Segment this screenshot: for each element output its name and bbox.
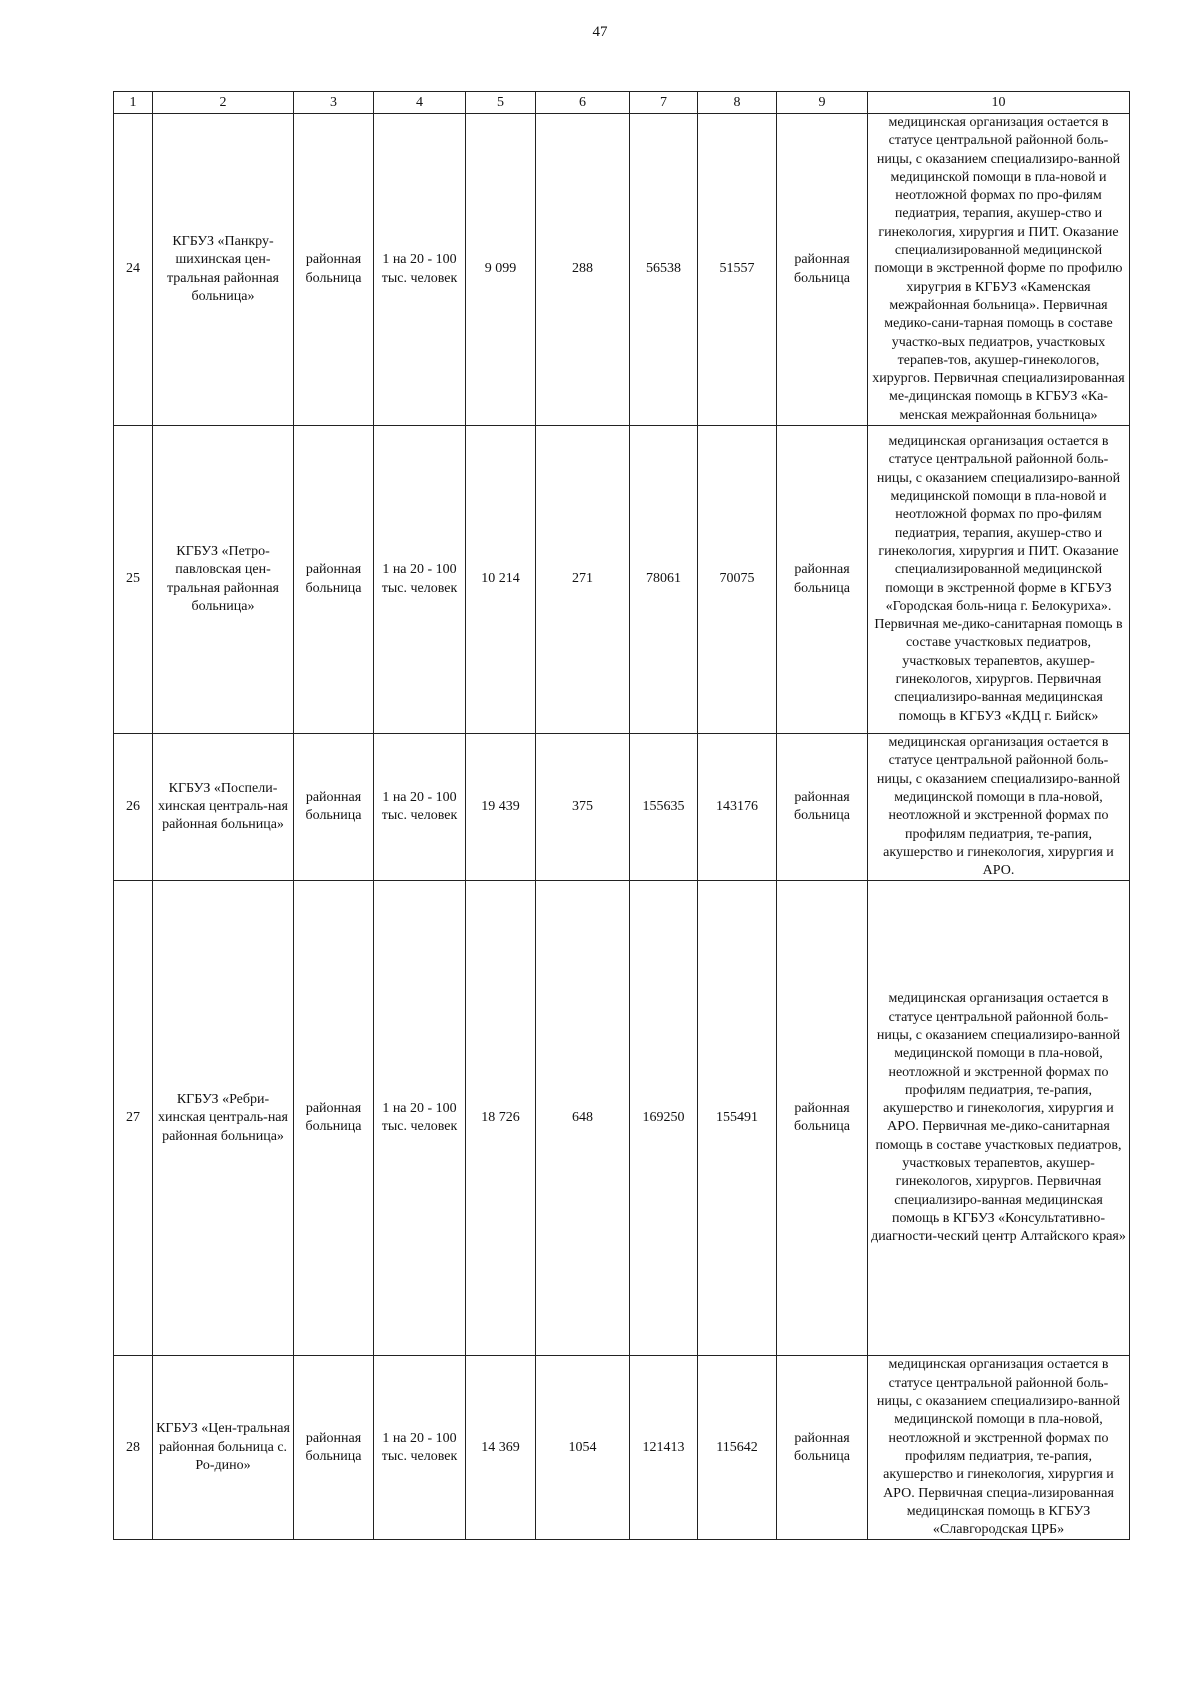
col9-cell: районная больница bbox=[777, 1356, 868, 1540]
organization-name-cell: КГБУЗ «Поспели-хинская централь-ная районная больница» bbox=[153, 734, 294, 881]
col6-cell: 271 bbox=[536, 426, 630, 734]
organization-name-cell: КГБУЗ «Ребри-хинская централь-ная районная больница» bbox=[153, 881, 294, 1356]
description-cell: медицинская организация остается в статусе центральной районной боль-ницы, с оказанием специализиро-ванной медицинской помощи в пла-новой и неотложной формах по про-филям педиатрия, терапия, акушер-ство и гинекология, хирургия и ПИТ. Оказание специализированной медицинской помощи в экстренной форме по профилю хиругрия в КГБУЗ «Каменская межрайонная больница». Первичная медико-сани-тарная помощь в составе участко-вых педиатров, участковых терапев-тов, акушер-гинекологов, хирургов. Первичная специализированная ме-дицинская помощь в КГБУЗ «Ка-менская межрайонная больница» bbox=[868, 114, 1130, 426]
header-cell: 5 bbox=[466, 92, 536, 114]
organization-type-cell: районная больница bbox=[294, 114, 374, 426]
col8-cell: 115642 bbox=[698, 1356, 777, 1540]
col8-cell: 143176 bbox=[698, 734, 777, 881]
col5-cell: 19 439 bbox=[466, 734, 536, 881]
header-row bbox=[114, 92, 1130, 114]
header-cell: 2 bbox=[153, 92, 294, 114]
header-cell: 6 bbox=[536, 92, 630, 114]
col6-cell: 1054 bbox=[536, 1356, 630, 1540]
organization-type-cell: районная больница bbox=[294, 426, 374, 734]
row-number-cell: 27 bbox=[114, 881, 153, 1356]
header-cell: 10 bbox=[868, 92, 1130, 114]
organization-name-cell: КГБУЗ «Цен-тральная районная больница с. Ро-дино» bbox=[153, 1356, 294, 1540]
header-cell: 7 bbox=[630, 92, 698, 114]
description-cell: медицинская организация остается в статусе центральной районной боль-ницы, с оказанием специализиро-ванной медицинской помощи в пла-новой, неотложной и экстренной формах по профилям педиатрия, те-рапия, акушерство и гинекология, хирургия и АРО. Первичная ме-дико-санитарная помощь в составе участковых педиатров, участковых терапевтов, акушер-гинекологов, хирургов. Первичная специализиро-ванная медицинская помощь в КГБУЗ «Консультативно-диагности-ческий центр Алтайского края» bbox=[868, 881, 1130, 1356]
description-cell: медицинская организация остается в статусе центральной районной боль-ницы, с оказанием специализиро-ванной медицинской помощи в пла-новой, неотложной и экстренной формах по профилям педиатрия, те-рапия, акушерство и гинекология, хирургия и АРО. Первичная специа-лизированная медицинская помощь в КГБУЗ «Славгородская ЦРБ» bbox=[868, 1356, 1130, 1540]
ratio-cell: 1 на 20 - 100 тыс. человек bbox=[374, 426, 466, 734]
organization-type-cell: районная больница bbox=[294, 881, 374, 1356]
organization-name-cell: КГБУЗ «Панкру-шихинская цен-тральная районная больница» bbox=[153, 114, 294, 426]
col6-cell: 648 bbox=[536, 881, 630, 1356]
col5-cell: 18 726 bbox=[466, 881, 536, 1356]
table-row bbox=[114, 1356, 1130, 1540]
description-cell: медицинская организация остается в статусе центральной районной боль-ницы, с оказанием специализиро-ванной медицинской помощи в пла-новой, неотложной и экстренной формах по профилям педиатрия, те-рапия, акушерство и гинекология, хирургия и АРО. bbox=[868, 734, 1130, 881]
table-row bbox=[114, 426, 1130, 734]
row-number-cell: 28 bbox=[114, 1356, 153, 1540]
col7-cell: 169250 bbox=[630, 881, 698, 1356]
ratio-cell: 1 на 20 - 100 тыс. человек bbox=[374, 114, 466, 426]
col7-cell: 78061 bbox=[630, 426, 698, 734]
header-cell: 4 bbox=[374, 92, 466, 114]
page-number: 47 bbox=[592, 24, 608, 40]
table-row bbox=[114, 734, 1130, 881]
col5-cell: 14 369 bbox=[466, 1356, 536, 1540]
col5-cell: 10 214 bbox=[466, 426, 536, 734]
col7-cell: 121413 bbox=[630, 1356, 698, 1540]
col6-cell: 375 bbox=[536, 734, 630, 881]
header-cell: 1 bbox=[114, 92, 153, 114]
organization-name-cell: КГБУЗ «Петро-павловская цен-тральная районная больница» bbox=[153, 426, 294, 734]
ratio-cell: 1 на 20 - 100 тыс. человек bbox=[374, 881, 466, 1356]
ratio-cell: 1 на 20 - 100 тыс. человек bbox=[374, 1356, 466, 1540]
col8-cell: 155491 bbox=[698, 881, 777, 1356]
col6-cell: 288 bbox=[536, 114, 630, 426]
header-cell: 8 bbox=[698, 92, 777, 114]
col5-cell: 9 099 bbox=[466, 114, 536, 426]
col8-cell: 70075 bbox=[698, 426, 777, 734]
col8-cell: 51557 bbox=[698, 114, 777, 426]
header-cell: 3 bbox=[294, 92, 374, 114]
row-number-cell: 25 bbox=[114, 426, 153, 734]
table-row bbox=[114, 881, 1130, 1356]
col9-cell: районная больница bbox=[777, 114, 868, 426]
data-table bbox=[113, 91, 1130, 1540]
header-cell: 9 bbox=[777, 92, 868, 114]
col9-cell: районная больница bbox=[777, 734, 868, 881]
organization-type-cell: районная больница bbox=[294, 734, 374, 881]
col9-cell: районная больница bbox=[777, 426, 868, 734]
description-cell: медицинская организация остается в статусе центральной районной боль-ницы, с оказанием специализиро-ванной медицинской помощи в пла-новой и неотложной формах по про-филям педиатрия, терапия, акушер-ство и гинекология, хирургия и ПИТ. Оказание специализированной медицинской помощи в экстренной форме в КГБУЗ «Городская боль-ница г. Белокуриха». Первичная ме-дико-санитарная помощь в составе участковых педиатров, участковых терапевтов, акушер-гинекологов, хирургов. Первичная специализиро-ванная медицинская помощь в КГБУЗ «КДЦ г. Бийск» bbox=[868, 426, 1130, 734]
col7-cell: 56538 bbox=[630, 114, 698, 426]
ratio-cell: 1 на 20 - 100 тыс. человек bbox=[374, 734, 466, 881]
row-number-cell: 26 bbox=[114, 734, 153, 881]
row-number-cell: 24 bbox=[114, 114, 153, 426]
organization-type-cell: районная больница bbox=[294, 1356, 374, 1540]
table-row bbox=[114, 114, 1130, 426]
col9-cell: районная больница bbox=[777, 881, 868, 1356]
col7-cell: 155635 bbox=[630, 734, 698, 881]
